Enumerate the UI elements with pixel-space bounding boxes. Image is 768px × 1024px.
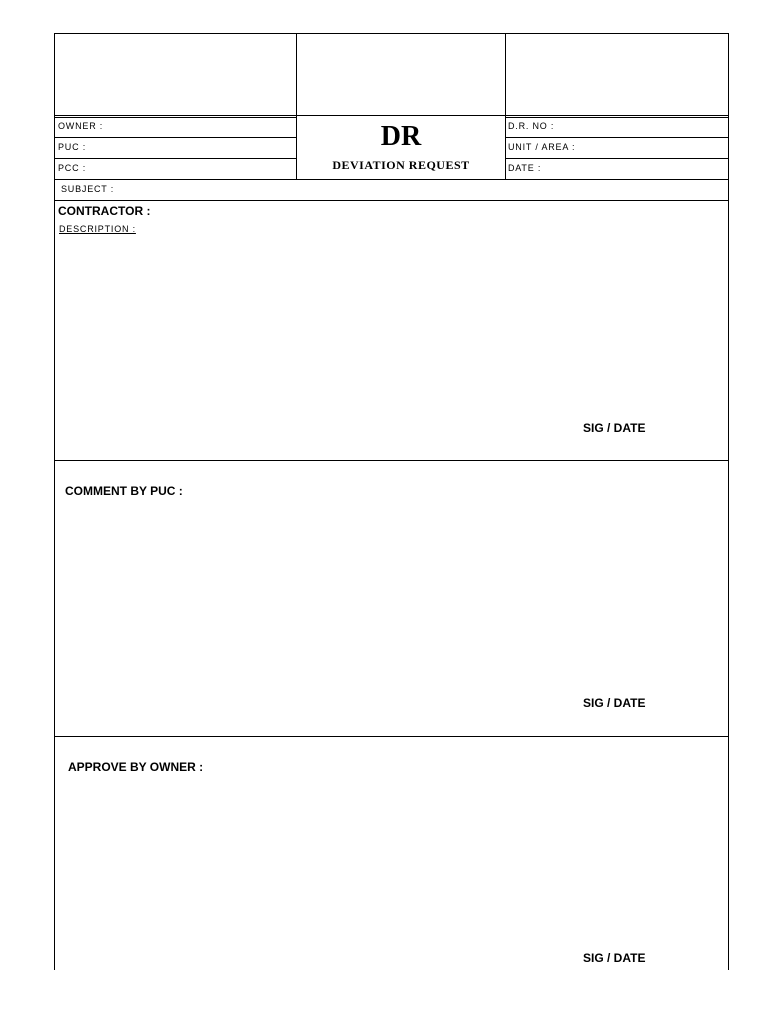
subject-label: SUBJECT :: [61, 184, 115, 194]
owner-approval-heading: APPROVE BY OWNER :: [68, 760, 204, 774]
puc-sig-date: SIG / DATE: [583, 696, 646, 710]
puc-label: PUC :: [58, 142, 87, 152]
owner-sig-date: SIG / DATE: [583, 951, 646, 965]
logo-row-bottom-double-right: [505, 117, 728, 118]
form-subtitle: DEVIATION REQUEST: [332, 158, 470, 172]
form-left-border: [54, 33, 55, 970]
form-title-block: [297, 118, 505, 173]
subject-row-bottom: [54, 200, 729, 201]
puc-comment-heading: COMMENT BY PUC :: [65, 484, 183, 498]
logo-row-bottom-double-left: [54, 117, 296, 118]
row-divider-owner: [54, 137, 296, 138]
logo-row-bottom: [54, 115, 729, 116]
contractor-sig-date: SIG / DATE: [583, 421, 646, 435]
info-block-bottom: [54, 179, 729, 180]
owner-label: OWNER :: [58, 121, 104, 131]
pcc-label: PCC :: [58, 163, 87, 173]
row-divider-puc: [54, 158, 296, 159]
form-right-border: [728, 33, 729, 970]
description-label: DESCRIPTION :: [59, 224, 136, 234]
contractor-heading: CONTRACTOR :: [58, 204, 151, 218]
date-label: DATE :: [508, 163, 542, 173]
contractor-section-bottom: [54, 460, 729, 461]
form-top-border: [54, 33, 729, 34]
row-divider-drno: [505, 137, 728, 138]
form-title: DR: [380, 121, 422, 152]
puc-section-bottom: [54, 736, 729, 737]
dr-no-label: D.R. NO :: [508, 121, 555, 131]
row-divider-unit: [505, 158, 728, 159]
unit-area-label: UNIT / AREA :: [508, 142, 576, 152]
